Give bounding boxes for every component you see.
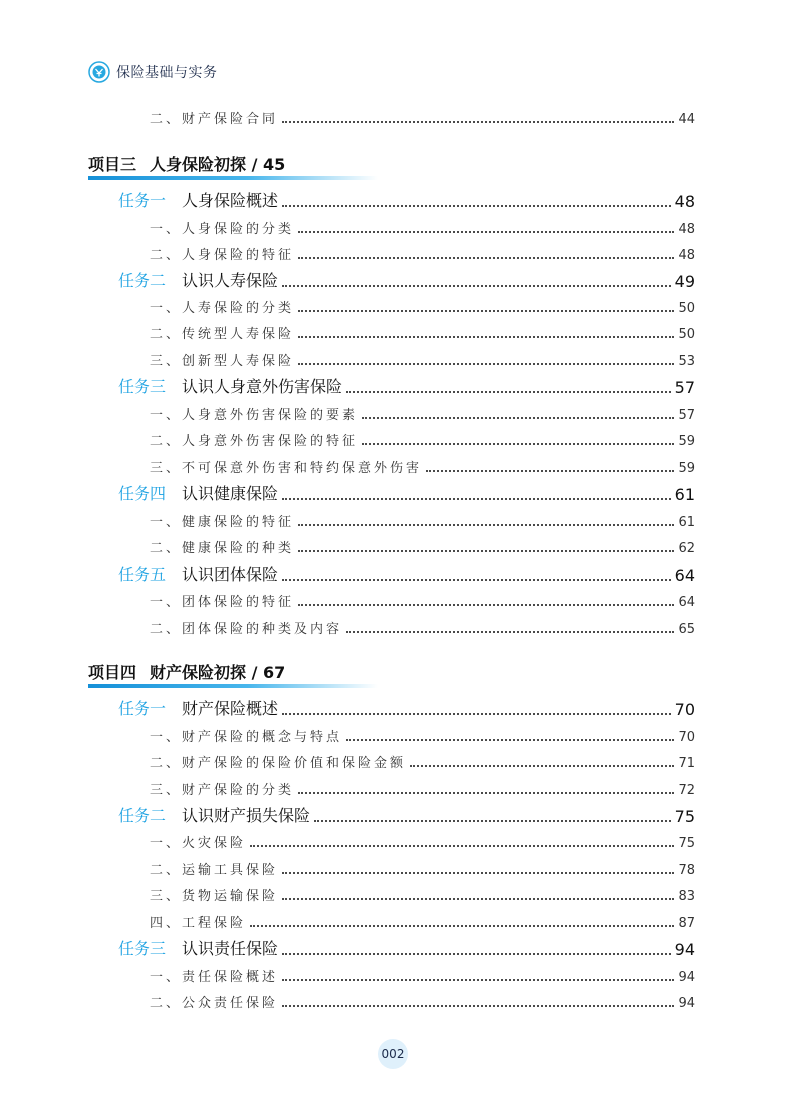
toc-item[interactable] — [150, 779, 695, 798]
toc-item-page: 78 — [678, 863, 695, 878]
task-label: 任务三 — [118, 939, 167, 958]
toc-item[interactable] — [150, 108, 695, 127]
task-page: 64 — [674, 566, 695, 585]
leader-dots — [298, 792, 674, 794]
toc-item[interactable] — [150, 591, 695, 610]
toc-item-page: 50 — [678, 301, 695, 316]
task-label: 任务四 — [118, 484, 167, 503]
task-page: 57 — [674, 378, 695, 397]
task-title: 认识人寿保险 — [182, 271, 279, 290]
toc-item-page: 94 — [678, 996, 695, 1011]
leader-dots — [282, 872, 674, 874]
task-title: 认识健康保险 — [182, 484, 279, 503]
task-heading[interactable] — [118, 481, 695, 504]
toc-item[interactable] — [150, 726, 695, 745]
leader-dots — [298, 550, 674, 552]
task-page: 49 — [674, 272, 695, 291]
task-title: 认识团体保险 — [182, 565, 279, 584]
toc-item-title: 一、人身保险的分类 — [150, 222, 295, 237]
toc-item[interactable] — [150, 297, 695, 316]
task-label: 任务二 — [118, 271, 167, 290]
task-title: 认识责任保险 — [182, 939, 279, 958]
leader-dots — [426, 470, 674, 472]
toc-item-page: 87 — [678, 916, 695, 931]
toc-item[interactable] — [150, 430, 695, 449]
toc-item[interactable] — [150, 218, 695, 237]
task-heading[interactable] — [118, 696, 695, 719]
toc-item[interactable] — [150, 537, 695, 556]
project-label: 项目四 — [88, 663, 137, 682]
toc-item[interactable] — [150, 832, 695, 851]
task-label: 任务一 — [118, 699, 167, 718]
task-label: 任务二 — [118, 806, 167, 825]
leader-dots — [282, 1005, 674, 1007]
toc-item-title: 二、运输工具保险 — [150, 863, 279, 878]
toc-item-page: 61 — [678, 515, 695, 530]
toc-item-title: 一、责任保险概述 — [150, 970, 279, 985]
leader-dots — [282, 713, 671, 715]
leader-dots — [298, 604, 674, 606]
toc-item-page: 64 — [678, 595, 695, 610]
task-page: 61 — [674, 485, 695, 504]
toc-item[interactable] — [150, 350, 695, 369]
toc-item-page: 70 — [678, 730, 695, 745]
page-number-text: 002 — [381, 1047, 405, 1061]
toc-item[interactable] — [150, 752, 695, 771]
toc-item-title: 一、财产保险的概念与特点 — [150, 730, 343, 745]
toc-item-page: 83 — [678, 889, 695, 904]
task-title: 认识财产损失保险 — [182, 806, 311, 825]
leader-dots — [250, 845, 674, 847]
project-underline — [88, 176, 378, 180]
task-label: 任务五 — [118, 565, 167, 584]
project-underline — [88, 684, 378, 688]
task-heading[interactable] — [118, 803, 695, 826]
leader-dots — [282, 579, 671, 581]
leader-dots — [298, 257, 674, 259]
toc-item-page: 53 — [678, 354, 695, 369]
leader-dots — [346, 631, 674, 633]
toc-item-title: 一、人身意外伤害保险的要素 — [150, 408, 359, 423]
task-title: 认识人身意外伤害保险 — [182, 377, 343, 396]
project-heading[interactable] — [88, 152, 285, 175]
toc-item-page: 48 — [678, 222, 695, 237]
toc-item-page: 94 — [678, 970, 695, 985]
toc-item[interactable] — [150, 885, 695, 904]
toc-item-title: 三、创新型人寿保险 — [150, 354, 295, 369]
leader-dots — [314, 820, 671, 822]
task-page: 70 — [674, 700, 695, 719]
toc-item-page: 50 — [678, 327, 695, 342]
leader-dots — [362, 417, 674, 419]
leader-dots — [298, 363, 674, 365]
task-heading[interactable] — [118, 188, 695, 211]
toc-item[interactable] — [150, 859, 695, 878]
task-title: 财产保险概述 — [182, 699, 279, 718]
toc-item-title: 四、工程保险 — [150, 916, 247, 931]
task-heading[interactable] — [118, 374, 695, 397]
toc-item-page: 57 — [678, 408, 695, 423]
project-title: 人身保险初探 / 45 — [150, 155, 286, 174]
page-number — [378, 1039, 408, 1069]
task-page: 75 — [674, 807, 695, 826]
leader-dots — [282, 498, 671, 500]
toc-item[interactable] — [150, 992, 695, 1011]
leader-dots — [362, 443, 674, 445]
toc-item-title: 二、健康保险的种类 — [150, 541, 295, 556]
leader-dots — [298, 336, 674, 338]
leader-dots — [282, 898, 674, 900]
leader-dots — [282, 953, 671, 955]
toc-item[interactable] — [150, 457, 695, 476]
toc-item-title: 一、人寿保险的分类 — [150, 301, 295, 316]
toc-item-title: 三、货物运输保险 — [150, 889, 279, 904]
toc-item-page: 59 — [678, 461, 695, 476]
task-heading[interactable] — [118, 562, 695, 585]
project-label: 项目三 — [88, 155, 137, 174]
task-heading[interactable] — [118, 936, 695, 959]
leader-dots — [298, 231, 674, 233]
toc-item[interactable] — [150, 404, 695, 423]
toc-item-title: 二、人身意外伤害保险的特征 — [150, 434, 359, 449]
toc-item-title: 二、财产保险的保险价值和保险金额 — [150, 756, 407, 771]
task-title: 人身保险概述 — [182, 191, 279, 210]
book-title: 保险基础与实务 — [116, 65, 218, 81]
project-heading[interactable] — [88, 660, 285, 683]
toc-item[interactable] — [150, 323, 695, 342]
project-title: 财产保险初探 / 67 — [150, 663, 286, 682]
task-label: 任务一 — [118, 191, 167, 210]
toc-item-page: 75 — [678, 836, 695, 851]
toc-item-title: 二、公众责任保险 — [150, 996, 279, 1011]
toc-item-page: 72 — [678, 783, 695, 798]
task-page: 48 — [674, 192, 695, 211]
toc-item-title: 二、团体保险的种类及内容 — [150, 622, 343, 637]
toc-item-title: 一、团体保险的特征 — [150, 595, 295, 610]
leader-dots — [298, 524, 674, 526]
toc-item-title: 一、火灾保险 — [150, 836, 247, 851]
toc-item-page: 65 — [678, 622, 695, 637]
leader-dots — [282, 205, 671, 207]
toc-item-page: 71 — [678, 756, 695, 771]
toc-item[interactable] — [150, 966, 695, 985]
toc-item[interactable] — [150, 912, 695, 931]
leader-dots — [250, 925, 674, 927]
task-heading[interactable] — [118, 268, 695, 291]
leader-dots — [410, 765, 674, 767]
toc-item[interactable] — [150, 618, 695, 637]
task-page: 94 — [674, 940, 695, 959]
toc-item-page: 48 — [678, 248, 695, 263]
toc-item-page: 62 — [678, 541, 695, 556]
leader-dots — [282, 979, 674, 981]
toc-item-title: 三、不可保意外伤害和特约保意外伤害 — [150, 461, 423, 476]
toc-item-title: 二、人身保险的特征 — [150, 248, 295, 263]
toc-item[interactable] — [150, 511, 695, 530]
toc-item-title: 二、传统型人寿保险 — [150, 327, 295, 342]
toc-item-title: 一、健康保险的特征 — [150, 515, 295, 530]
task-label: 任务三 — [118, 377, 167, 396]
leader-dots — [346, 391, 671, 393]
leader-dots — [298, 310, 674, 312]
toc-item-page: 59 — [678, 434, 695, 449]
leader-dots — [282, 121, 674, 123]
toc-item[interactable] — [150, 244, 695, 263]
leader-dots — [282, 285, 671, 287]
toc-item-title: 二、财产保险合同 — [150, 112, 279, 127]
toc-item-page: 44 — [678, 112, 695, 127]
leader-dots — [346, 739, 674, 741]
toc-item-title: 三、财产保险的分类 — [150, 783, 295, 798]
